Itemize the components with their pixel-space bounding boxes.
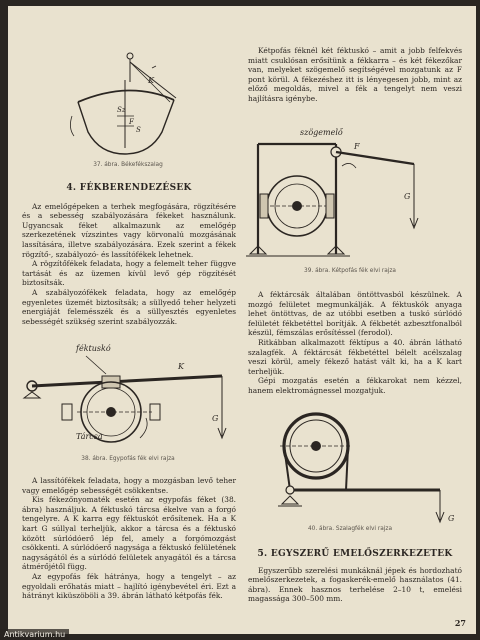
fig38-caption: 38. ábra. Egypofás fék elvi rajza [81, 456, 175, 462]
right-paragraph-1: Kétpofás féknél két féktuskó – amit a jobb felfekvés miatt csuklósan erősítünk a fékkarra – és két fékezőkar van, melyeket szögemelő segítségével mozgatunk az F pont körül. A fékezéshez itt is lényegesen jobb, mint az előző megoldás, mivel a fék a tengelyt nem veszi hajlításra igénybe. [248, 46, 462, 103]
fig38-label-k: K [178, 362, 184, 371]
fig38-label-fektusko: féktuskó [76, 344, 111, 353]
section-heading-5: 5. EGYSZERŰ EMELŐSZERKEZETEK [257, 549, 453, 559]
left-paragraph-3: A szabályozófékek feladata, hogy az emelőgép egyenletes üzemét biztosítsák; a süllyedő teher helyzeti energiáját felemésszék és a süllyesztés egyenletes sebességét szükség szerint szabályozzák. [22, 287, 236, 326]
figure-37-diagram [70, 50, 210, 158]
right-column-bottom [248, 550, 462, 604]
fig38-label-tarcsa: Tárcsa [76, 432, 103, 441]
left-paragraph-4: A lassítófékek feladata, hogy a mozgásban levő teher vagy emelőgép sebességét csökkentse. [22, 476, 236, 495]
fig39-label-szogemelo: szögemelő [300, 128, 343, 137]
fig39-caption: 39. ábra. Kétpofás fék elvi rajza [304, 268, 396, 274]
book-page [8, 6, 476, 634]
fig37-label-k: K [148, 76, 154, 85]
right-paragraph-4: Gépi mozgatás esetén a fékkarokat nem kézzel, hanem elektromágnessel mozgatjuk. [248, 376, 462, 395]
left-paragraph-2: A rögzítőfékek feladata, hogy a felemelt teher függve tartását és az üzemen kívül levő gép rögzítését biztosítsák. [22, 259, 236, 288]
fig39-label-f: F [354, 142, 360, 151]
left-column-top [22, 184, 236, 326]
fig37-label-s: S [136, 126, 141, 134]
right-paragraph-2: A féktárcsák általában öntöttvasból készülnek. A mozgó felületet megmunkálják. A féktuskók anyaga lehet öntöttvas, de az utóbbi esetben a tuskó súrlódó felületét fékbetéttel borítják. A fékbetét azbesztfonalból készül, fémszálas erősítéssel (ferodol). [248, 290, 462, 338]
left-paragraph-5: Kis fékezőnyomaték esetén az egypofás féket (38. ábra) használjuk. A féktuskó tárcsa ékelve van a forgó tengelyre. A K karra egy féktuskót erősítenek. Ha a K kart G súllyal terheljük, akkor a tárcsa és a féktuskó között súrlódóerő lép fel, amely a forgómozgást csökkenti. A súrlódóerő nagysága a féktuskó felületének nagyságától és a súrlódó felületek anyagától és a tárcsa átmérőjétől függ. [22, 495, 236, 572]
right-paragraph-5: Egyszerűbb szerelési munkáknál jépek és hordozható emelőszerkezetek, a fogaskerék-emelő használatos (41. ábra). Ennek hasznos terhelése 2–10 t, emelési magassága 300–500 mm. [248, 565, 462, 604]
fig38-label-g: G [212, 414, 219, 423]
fig37-caption: 37. ábra. Békefékszalag [93, 162, 163, 168]
fig40-caption: 40. ábra. Szalagfék elvi rajza [307, 526, 393, 532]
fig40-label-g: G [448, 514, 455, 523]
right-paragraph-3: Ritkábban alkalmazott féktípus a 40. ábrán látható szalagfék. A féktárcsát fékbetéttel bélelt acélszalag veszi körül, amely fékező hatást vált ki, ha a K kart terheljük. [248, 337, 462, 376]
fig37-label-f: F [129, 118, 134, 126]
figure-38-diagram [22, 328, 236, 452]
watermark: Antikvarium.hu [0, 629, 69, 640]
right-column-middle [248, 290, 462, 396]
figure-40-diagram [270, 408, 450, 524]
page-number: 27 [454, 618, 466, 628]
left-column-bottom [22, 476, 236, 601]
right-column-top [248, 46, 462, 104]
fig39-label-g: G [404, 192, 411, 201]
fig37-label-sz: Sz [117, 106, 126, 114]
left-paragraph-1: Az emelőgépeken a terhek megfogására, rögzítésére és a sebesség szabályozására fékeket használunk. Ugyancsak féket alkalmazunk az emelőgép szerkezetének vízszintes vagy körvonalú mozgásának lassítására, illetve szabályozására. Ezek szerint a fékek rögzítő-, szabályozó- és lassítófékek lehetnek. [22, 201, 236, 259]
left-paragraph-6: Az egypofás fék hátránya, hogy a tengelyt – az egyoldali erőhatás miatt – hajlító igénybevétel éri. Ezt a hátrányt kiküszöböli a 39. ábrán látható kétpofás fék. [22, 571, 236, 601]
section-heading-4: 4. FÉKBERENDEZÉSEK [66, 183, 192, 193]
